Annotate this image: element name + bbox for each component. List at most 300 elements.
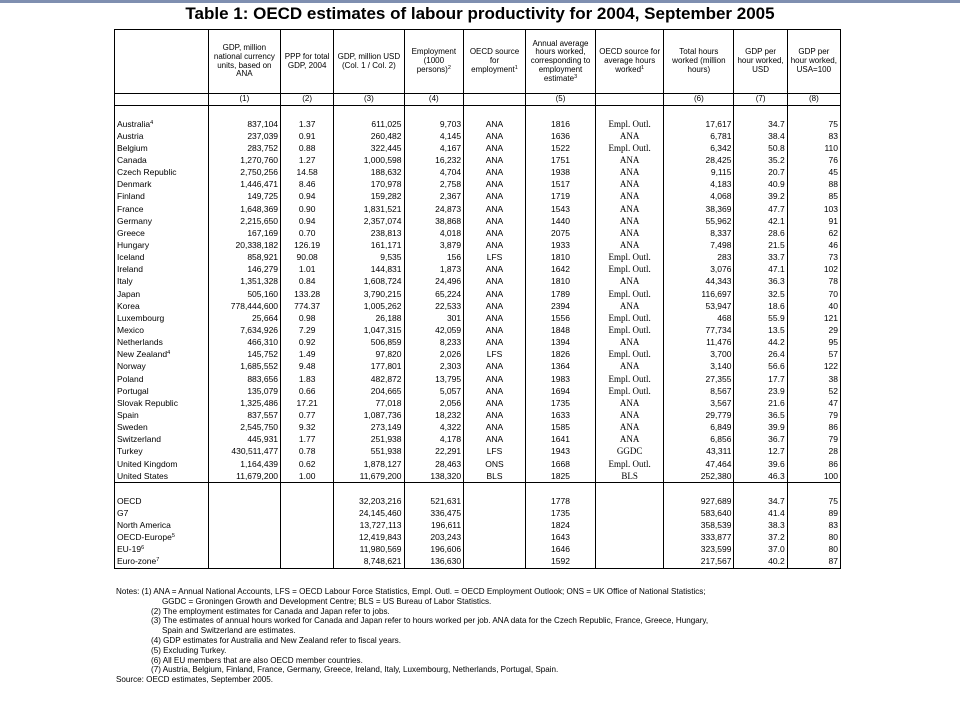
employment: 24,496 bbox=[404, 276, 464, 288]
spacer-cell bbox=[281, 106, 334, 119]
employment: 2,056 bbox=[404, 397, 464, 409]
gdp-per-hour-usd: 18.6 bbox=[734, 300, 787, 312]
table-row bbox=[115, 361, 841, 373]
employment-source: ANA bbox=[464, 385, 526, 397]
page-title bbox=[0, 4, 960, 24]
gdp-per-hour-index: 52 bbox=[787, 385, 840, 397]
table-row bbox=[115, 495, 841, 507]
country-name: United States bbox=[117, 470, 169, 481]
annual-hours: 1816 bbox=[525, 118, 595, 130]
gdp-per-hour-usd: 40.2 bbox=[734, 556, 787, 569]
total-hours: 44,343 bbox=[664, 276, 734, 288]
ppp-value: 0.84 bbox=[281, 276, 334, 288]
gdp-per-hour-index: 87 bbox=[787, 556, 840, 569]
footnote-ref: 5 bbox=[171, 533, 175, 540]
gdp-usd: 1,047,315 bbox=[334, 324, 404, 336]
table-row bbox=[115, 409, 841, 421]
gdp-per-hour-usd: 47.1 bbox=[734, 264, 787, 276]
hours-source: Empl. Outl. bbox=[596, 349, 664, 361]
gdp-per-hour-usd: 56.6 bbox=[734, 361, 787, 373]
gdp-usd: 506,859 bbox=[334, 337, 404, 349]
column-header bbox=[525, 30, 595, 94]
country-name-cell bbox=[115, 458, 209, 470]
gdp-national: 7,634,926 bbox=[208, 324, 280, 336]
gdp-per-hour-index: 86 bbox=[787, 422, 840, 434]
gdp-per-hour-usd: 33.7 bbox=[734, 252, 787, 264]
spacer-cell bbox=[464, 106, 526, 119]
gdp-per-hour-usd: 38.4 bbox=[734, 130, 787, 142]
country-name: Greece bbox=[117, 227, 145, 238]
hours-source: ANA bbox=[596, 422, 664, 434]
hours-source: Empl. Outl. bbox=[596, 385, 664, 397]
employment: 2,367 bbox=[404, 191, 464, 203]
annual-hours: 1983 bbox=[525, 373, 595, 385]
spacer-cell bbox=[208, 483, 280, 496]
employment: 3,879 bbox=[404, 239, 464, 251]
note-line: (5) Excluding Turkey. bbox=[151, 645, 227, 655]
gdp-per-hour-index: 28 bbox=[787, 446, 840, 458]
gdp-per-hour-usd: 47.7 bbox=[734, 203, 787, 215]
hours-source: ANA bbox=[596, 409, 664, 421]
gdp-per-hour-usd: 36.3 bbox=[734, 276, 787, 288]
table-row bbox=[115, 312, 841, 324]
total-hours: 29,779 bbox=[664, 409, 734, 421]
annual-hours: 2394 bbox=[525, 300, 595, 312]
employment: 18,232 bbox=[404, 409, 464, 421]
employment: 4,322 bbox=[404, 422, 464, 434]
employment-source: ANA bbox=[464, 239, 526, 251]
country-name-cell bbox=[115, 385, 209, 397]
country-name: Euro-zone bbox=[117, 556, 157, 567]
hours-source: ANA bbox=[596, 215, 664, 227]
gdp-per-hour-index: 91 bbox=[787, 215, 840, 227]
gdp-national: 237,039 bbox=[208, 130, 280, 142]
hours-source: Empl. Outl. bbox=[596, 458, 664, 470]
country-name-cell bbox=[115, 252, 209, 264]
spacer-cell bbox=[596, 483, 664, 496]
table-notes bbox=[116, 587, 836, 685]
country-name: Turkey bbox=[117, 446, 143, 457]
country-name: Ireland bbox=[117, 264, 143, 275]
gdp-national: 466,310 bbox=[208, 337, 280, 349]
footnote-ref: 3 bbox=[574, 73, 578, 80]
gdp-per-hour-usd: 13.5 bbox=[734, 324, 787, 336]
column-number-row bbox=[115, 94, 841, 106]
total-hours: 38,369 bbox=[664, 203, 734, 215]
gdp-usd: 1,005,262 bbox=[334, 300, 404, 312]
employment-source: ANA bbox=[464, 154, 526, 166]
gdp-per-hour-usd: 40.9 bbox=[734, 179, 787, 191]
employment-source: ANA bbox=[464, 191, 526, 203]
note-line: GGDC = Groningen Growth and Development Centre; BLS = US Bureau of Labor Statistics. bbox=[162, 596, 492, 606]
ppp-value bbox=[281, 507, 334, 519]
hours-source: Empl. Outl. bbox=[596, 264, 664, 276]
gdp-national: 1,685,552 bbox=[208, 361, 280, 373]
column-number: (8) bbox=[787, 94, 840, 106]
ppp-value: 1.27 bbox=[281, 154, 334, 166]
gdp-per-hour-usd: 46.3 bbox=[734, 470, 787, 483]
gdp-national: 505,160 bbox=[208, 288, 280, 300]
footnote-ref: 7 bbox=[156, 557, 160, 564]
column-header-label: GDP, million USD (Col. 1 / Col. 2) bbox=[337, 51, 401, 70]
employment-source bbox=[464, 507, 526, 519]
table-row bbox=[115, 276, 841, 288]
table-row bbox=[115, 520, 841, 532]
total-hours: 9,115 bbox=[664, 167, 734, 179]
spacer-cell bbox=[404, 106, 464, 119]
country-name: Finland bbox=[117, 191, 145, 202]
gdp-usd: 1,087,736 bbox=[334, 409, 404, 421]
employment: 22,291 bbox=[404, 446, 464, 458]
ppp-value: 0.90 bbox=[281, 203, 334, 215]
hours-source: ANA bbox=[596, 276, 664, 288]
gdp-usd: 161,171 bbox=[334, 239, 404, 251]
ppp-value: 0.88 bbox=[281, 142, 334, 154]
gdp-per-hour-usd: 32.5 bbox=[734, 288, 787, 300]
note-line: (2) The employment estimates for Canada and Japan refer to jobs. bbox=[151, 606, 390, 616]
annual-hours: 1641 bbox=[525, 434, 595, 446]
spacer-cell bbox=[787, 106, 840, 119]
country-name-cell bbox=[115, 203, 209, 215]
table-row bbox=[115, 397, 841, 409]
ppp-value: 17.21 bbox=[281, 397, 334, 409]
total-hours: 8,337 bbox=[664, 227, 734, 239]
employment-source: ANA bbox=[464, 397, 526, 409]
employment-source: ANA bbox=[464, 300, 526, 312]
country-name: Poland bbox=[117, 373, 144, 384]
spacer-cell bbox=[596, 106, 664, 119]
total-hours: 3,140 bbox=[664, 361, 734, 373]
annual-hours: 1643 bbox=[525, 532, 595, 544]
column-header-label: GDP per hour worked, USD bbox=[737, 47, 784, 74]
table-row bbox=[115, 118, 841, 130]
country-name: Korea bbox=[117, 300, 140, 311]
country-name: Mexico bbox=[117, 324, 144, 335]
employment-source: ANA bbox=[464, 288, 526, 300]
gdp-per-hour-index: 85 bbox=[787, 191, 840, 203]
gdp-usd: 251,938 bbox=[334, 434, 404, 446]
gdp-usd: 322,445 bbox=[334, 142, 404, 154]
gdp-per-hour-usd: 44.2 bbox=[734, 337, 787, 349]
gdp-usd: 77,018 bbox=[334, 397, 404, 409]
country-name-cell bbox=[115, 532, 209, 544]
country-name-cell bbox=[115, 288, 209, 300]
employment-source: ANA bbox=[464, 337, 526, 349]
title-main: Table 1: OECD estimates of labour productivity for 2004, September 2005 bbox=[185, 4, 775, 23]
gdp-national: 858,921 bbox=[208, 252, 280, 264]
hours-source: ANA bbox=[596, 130, 664, 142]
gdp-usd: 273,149 bbox=[334, 422, 404, 434]
hours-source: Empl. Outl. bbox=[596, 118, 664, 130]
country-name-cell bbox=[115, 544, 209, 556]
footnote-ref: 4 bbox=[150, 119, 154, 126]
country-name: Spain bbox=[117, 409, 139, 420]
employment: 301 bbox=[404, 312, 464, 324]
spacer-cell bbox=[404, 483, 464, 496]
country-name: Czech Republic bbox=[117, 167, 177, 178]
country-name-cell bbox=[115, 264, 209, 276]
hours-source: ANA bbox=[596, 239, 664, 251]
gdp-per-hour-usd: 39.6 bbox=[734, 458, 787, 470]
gdp-national: 837,104 bbox=[208, 118, 280, 130]
gdp-per-hour-usd: 34.7 bbox=[734, 495, 787, 507]
hours-source: Empl. Outl. bbox=[596, 312, 664, 324]
country-name: New Zealand bbox=[117, 349, 168, 360]
column-header bbox=[664, 30, 734, 94]
employment-source: ONS bbox=[464, 458, 526, 470]
gdp-usd: 144,831 bbox=[334, 264, 404, 276]
gdp-national: 2,545,750 bbox=[208, 422, 280, 434]
gdp-per-hour-usd: 21.6 bbox=[734, 397, 787, 409]
hours-source: Empl. Outl. bbox=[596, 288, 664, 300]
annual-hours: 1810 bbox=[525, 276, 595, 288]
employment: 24,873 bbox=[404, 203, 464, 215]
country-name: OECD bbox=[117, 495, 142, 506]
note-line: Spain and Switzerland are estimates. bbox=[162, 626, 296, 636]
country-name-cell bbox=[115, 130, 209, 142]
employment-source: ANA bbox=[464, 215, 526, 227]
gdp-per-hour-index: 122 bbox=[787, 361, 840, 373]
ppp-value: 0.91 bbox=[281, 130, 334, 142]
footnote-ref: 6 bbox=[141, 545, 145, 552]
gdp-per-hour-index: 73 bbox=[787, 252, 840, 264]
annual-hours: 1694 bbox=[525, 385, 595, 397]
employment-source: ANA bbox=[464, 361, 526, 373]
gdp-national: 837,557 bbox=[208, 409, 280, 421]
ppp-value bbox=[281, 520, 334, 532]
hours-source: ANA bbox=[596, 179, 664, 191]
employment-source: ANA bbox=[464, 324, 526, 336]
column-header bbox=[208, 30, 280, 94]
table-row bbox=[115, 349, 841, 361]
gdp-per-hour-usd: 28.6 bbox=[734, 227, 787, 239]
employment: 4,167 bbox=[404, 142, 464, 154]
table-row bbox=[115, 252, 841, 264]
column-header bbox=[115, 30, 209, 94]
table-body bbox=[115, 106, 841, 569]
total-hours: 6,856 bbox=[664, 434, 734, 446]
country-name-cell bbox=[115, 227, 209, 239]
employment-source: ANA bbox=[464, 118, 526, 130]
spacer-cell bbox=[281, 483, 334, 496]
gdp-per-hour-usd: 38.3 bbox=[734, 520, 787, 532]
annual-hours: 1826 bbox=[525, 349, 595, 361]
annual-hours: 1585 bbox=[525, 422, 595, 434]
country-name: Norway bbox=[117, 361, 146, 372]
annual-hours: 1440 bbox=[525, 215, 595, 227]
gdp-per-hour-index: 86 bbox=[787, 458, 840, 470]
column-number bbox=[115, 94, 209, 106]
gdp-national bbox=[208, 532, 280, 544]
country-name-cell bbox=[115, 276, 209, 288]
ppp-value: 1.01 bbox=[281, 264, 334, 276]
gdp-per-hour-index: 70 bbox=[787, 288, 840, 300]
table-row bbox=[115, 154, 841, 166]
gdp-per-hour-index: 83 bbox=[787, 130, 840, 142]
total-hours: 3,567 bbox=[664, 397, 734, 409]
slide-top-border bbox=[0, 0, 960, 3]
column-number bbox=[596, 94, 664, 106]
hours-source bbox=[596, 520, 664, 532]
hours-source: ANA bbox=[596, 337, 664, 349]
employment: 28,463 bbox=[404, 458, 464, 470]
country-name: Canada bbox=[117, 154, 147, 165]
employment-source: LFS bbox=[464, 252, 526, 264]
gdp-national: 2,215,650 bbox=[208, 215, 280, 227]
gdp-usd: 3,790,215 bbox=[334, 288, 404, 300]
ppp-value bbox=[281, 532, 334, 544]
gdp-national bbox=[208, 556, 280, 569]
total-hours: 47,464 bbox=[664, 458, 734, 470]
country-name: G7 bbox=[117, 507, 129, 518]
gdp-per-hour-index: 29 bbox=[787, 324, 840, 336]
note-line: (7) Austria, Belgium, Finland, France, Germany, Greece, Ireland, Italy, Luxembourg, Netherlands, Portugal, Spain. bbox=[151, 665, 559, 675]
ppp-value: 1.37 bbox=[281, 118, 334, 130]
column-number: (4) bbox=[404, 94, 464, 106]
column-header-label: Annual average hours worked, corresponding to employment estimate bbox=[530, 38, 591, 83]
table-row bbox=[115, 191, 841, 203]
column-header bbox=[334, 30, 404, 94]
note-line: (4) GDP estimates for Australia and New Zealand refer to fiscal years. bbox=[151, 635, 401, 645]
note-line: (6) All EU members that are also OECD member countries. bbox=[151, 655, 363, 665]
country-name: Hungary bbox=[117, 239, 150, 250]
employment: 38,868 bbox=[404, 215, 464, 227]
table-row bbox=[115, 532, 841, 544]
hours-source: ANA bbox=[596, 434, 664, 446]
ppp-value: 0.77 bbox=[281, 409, 334, 421]
column-header bbox=[464, 30, 526, 94]
country-name: Sweden bbox=[117, 422, 148, 433]
table-row bbox=[115, 324, 841, 336]
productivity-table bbox=[114, 29, 841, 569]
table-row bbox=[115, 215, 841, 227]
note-line: (3) The estimates of annual hours worked for Canada and Japan refer to hours worked per job. ANA data for the Czech Republic, France, Greece, Hungary, bbox=[151, 616, 709, 626]
gdp-national: 149,725 bbox=[208, 191, 280, 203]
gdp-per-hour-index: 121 bbox=[787, 312, 840, 324]
ppp-value: 7.29 bbox=[281, 324, 334, 336]
country-name: Denmark bbox=[117, 179, 152, 190]
country-name-cell bbox=[115, 373, 209, 385]
employment-source bbox=[464, 495, 526, 507]
gdp-national: 1,446,471 bbox=[208, 179, 280, 191]
country-name-cell bbox=[115, 154, 209, 166]
total-hours: 583,640 bbox=[664, 507, 734, 519]
employment-source: ANA bbox=[464, 179, 526, 191]
ppp-value: 0.66 bbox=[281, 385, 334, 397]
gdp-per-hour-index: 95 bbox=[787, 337, 840, 349]
gdp-usd: 32,203,216 bbox=[334, 495, 404, 507]
ppp-value: 1.00 bbox=[281, 470, 334, 483]
total-hours: 8,567 bbox=[664, 385, 734, 397]
annual-hours: 1668 bbox=[525, 458, 595, 470]
gdp-per-hour-index: 47 bbox=[787, 397, 840, 409]
total-hours: 6,342 bbox=[664, 142, 734, 154]
total-hours: 43,311 bbox=[664, 446, 734, 458]
gdp-usd: 611,025 bbox=[334, 118, 404, 130]
country-name: EU-19 bbox=[117, 544, 142, 555]
country-name-cell bbox=[115, 349, 209, 361]
employment-source: ANA bbox=[464, 167, 526, 179]
gdp-per-hour-usd: 37.2 bbox=[734, 532, 787, 544]
country-name-cell bbox=[115, 300, 209, 312]
annual-hours: 1943 bbox=[525, 446, 595, 458]
gdp-per-hour-index: 40 bbox=[787, 300, 840, 312]
table-row bbox=[115, 203, 841, 215]
gdp-national bbox=[208, 520, 280, 532]
total-hours: 6,781 bbox=[664, 130, 734, 142]
spacer-cell bbox=[334, 106, 404, 119]
country-name-cell bbox=[115, 361, 209, 373]
employment-source bbox=[464, 556, 526, 569]
employment: 521,631 bbox=[404, 495, 464, 507]
spacer-cell bbox=[464, 483, 526, 496]
country-name-cell bbox=[115, 495, 209, 507]
employment: 4,018 bbox=[404, 227, 464, 239]
gdp-per-hour-usd: 41.4 bbox=[734, 507, 787, 519]
employment: 4,145 bbox=[404, 130, 464, 142]
gdp-per-hour-index: 89 bbox=[787, 507, 840, 519]
country-name-cell bbox=[115, 118, 209, 130]
annual-hours: 1642 bbox=[525, 264, 595, 276]
table-row bbox=[115, 179, 841, 191]
spacer-row bbox=[115, 483, 841, 496]
country-name: Belgium bbox=[117, 142, 148, 153]
annual-hours: 1646 bbox=[525, 544, 595, 556]
total-hours: 358,539 bbox=[664, 520, 734, 532]
total-hours: 53,947 bbox=[664, 300, 734, 312]
gdp-national: 1,325,486 bbox=[208, 397, 280, 409]
table-row bbox=[115, 337, 841, 349]
gdp-usd: 12,419,843 bbox=[334, 532, 404, 544]
total-hours: 4,183 bbox=[664, 179, 734, 191]
gdp-usd: 177,801 bbox=[334, 361, 404, 373]
country-name-cell bbox=[115, 312, 209, 324]
country-name: Iceland bbox=[117, 252, 145, 263]
spacer-cell bbox=[787, 483, 840, 496]
hours-source: GGDC bbox=[596, 446, 664, 458]
employment: 16,232 bbox=[404, 154, 464, 166]
gdp-per-hour-usd: 39.9 bbox=[734, 422, 787, 434]
gdp-per-hour-index: 79 bbox=[787, 434, 840, 446]
total-hours: 3,076 bbox=[664, 264, 734, 276]
employment: 2,758 bbox=[404, 179, 464, 191]
country-name: Austria bbox=[117, 130, 144, 141]
total-hours: 283 bbox=[664, 252, 734, 264]
column-header-label: GDP, million national currency units, based on ANA bbox=[213, 42, 275, 79]
gdp-national: 145,752 bbox=[208, 349, 280, 361]
annual-hours: 1933 bbox=[525, 239, 595, 251]
gdp-per-hour-usd: 12.7 bbox=[734, 446, 787, 458]
gdp-usd: 97,820 bbox=[334, 349, 404, 361]
gdp-per-hour-index: 100 bbox=[787, 470, 840, 483]
note-line: Source: OECD estimates, September 2005. bbox=[116, 675, 274, 685]
gdp-per-hour-usd: 55.9 bbox=[734, 312, 787, 324]
hours-source: ANA bbox=[596, 397, 664, 409]
employment-source: ANA bbox=[464, 264, 526, 276]
gdp-national: 11,679,200 bbox=[208, 470, 280, 483]
spacer-row bbox=[115, 106, 841, 119]
table-row bbox=[115, 544, 841, 556]
hours-source: Empl. Outl. bbox=[596, 142, 664, 154]
gdp-usd: 260,482 bbox=[334, 130, 404, 142]
employment-source: ANA bbox=[464, 409, 526, 421]
hours-source: ANA bbox=[596, 203, 664, 215]
ppp-value: 126.19 bbox=[281, 239, 334, 251]
employment: 203,243 bbox=[404, 532, 464, 544]
country-name: Netherlands bbox=[117, 337, 163, 348]
table-row bbox=[115, 130, 841, 142]
table-row bbox=[115, 300, 841, 312]
